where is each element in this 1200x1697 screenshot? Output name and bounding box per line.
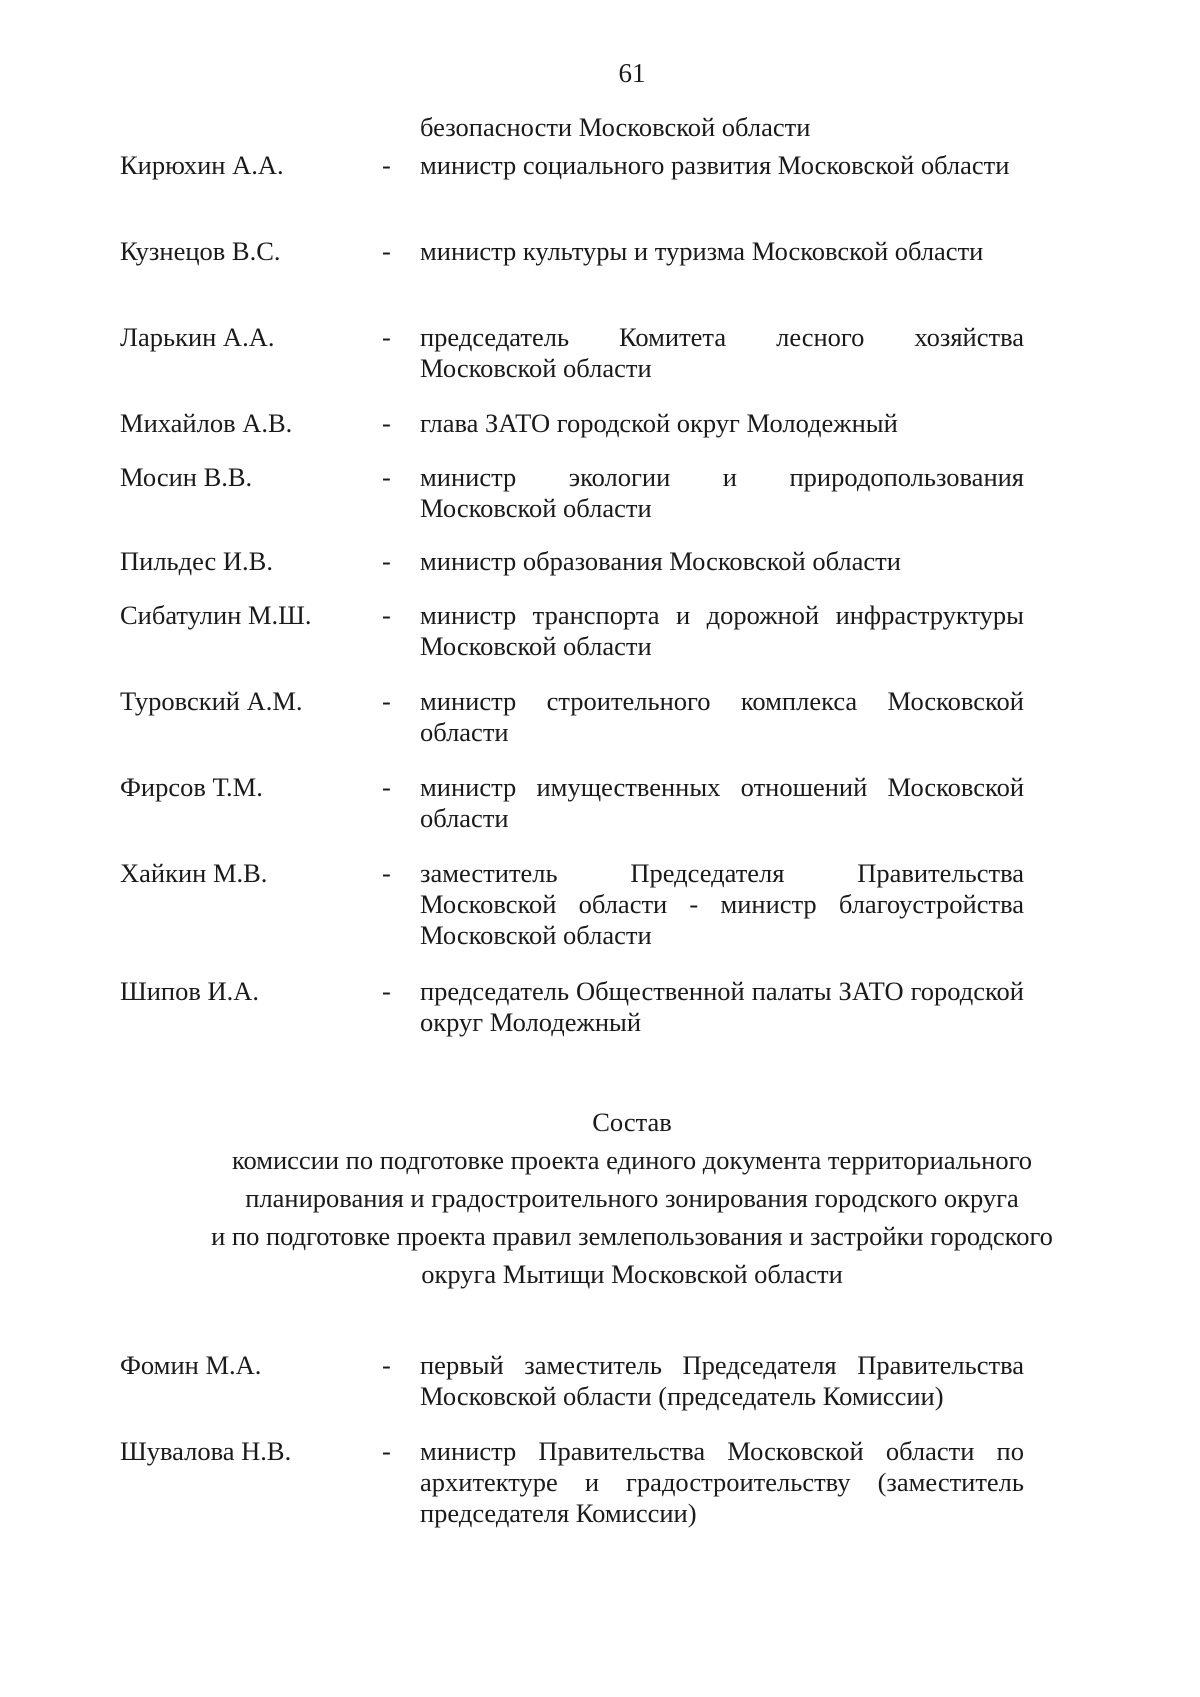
member-role: министр культуры и туризма Московской области	[420, 236, 984, 266]
section-subtitle-line: планирования и градостроительного зонирования городского округа	[245, 1183, 1019, 1213]
member-name: Кузнецов В.С.	[120, 236, 281, 266]
member-name: Фирсов Т.М.	[120, 772, 263, 802]
member-name: Фомин М.А.	[120, 1350, 262, 1380]
member-role: глава ЗАТО городской округ Молодежный	[420, 408, 898, 438]
member-dash: -	[382, 858, 391, 888]
member-dash: -	[382, 546, 391, 576]
member-role: председатель Общественной палаты ЗАТО городской округ Молодежный	[420, 976, 1024, 1037]
member-role: первый заместитель Председателя Правительства Московской области (председатель Комиссии)	[420, 1350, 1024, 1411]
continuation-text: безопасности Московской области	[420, 112, 811, 142]
member-name: Хайкин М.В.	[120, 858, 268, 888]
member-name: Шувалова Н.В.	[120, 1436, 292, 1466]
member-dash: -	[382, 772, 391, 802]
member-role: министр экологии и природопользования Московской области	[420, 462, 1024, 523]
section-title: Состав	[592, 1107, 672, 1137]
page-number: 61	[618, 58, 646, 88]
member-dash: -	[382, 322, 391, 352]
member-name: Шипов И.А.	[120, 976, 260, 1006]
member-name: Туровский А.М.	[120, 686, 303, 716]
member-role: министр транспорта и дорожной инфраструктуры Московской области	[420, 600, 1024, 661]
member-role: председатель Комитета лесного хозяйства Московской области	[420, 322, 1024, 383]
member-name: Пильдес И.В.	[120, 546, 273, 576]
member-role: министр образования Московской области	[420, 546, 901, 576]
member-dash: -	[382, 1436, 391, 1466]
member-dash: -	[382, 1350, 391, 1380]
member-role: министр имущественных отношений Московской области	[420, 772, 1024, 833]
section-subtitle-line: комиссии по подготовке проекта единого документа территориального	[231, 1145, 1033, 1175]
member-dash: -	[382, 462, 391, 492]
member-dash: -	[382, 408, 391, 438]
member-role: министр строительного комплекса Московской области	[420, 686, 1024, 747]
member-role: министр Правительства Московской области по архитектуре и градостроительству (заместитель председателя Комиссии)	[420, 1436, 1024, 1528]
member-name: Мосин В.В.	[120, 462, 253, 492]
member-dash: -	[382, 600, 391, 630]
member-name: Ларькин А.А.	[120, 322, 275, 352]
member-dash: -	[382, 976, 391, 1006]
member-dash: -	[382, 150, 391, 180]
member-dash: -	[382, 686, 391, 716]
section-subtitle-line: округа Мытищи Московской области	[421, 1259, 843, 1289]
member-name: Кирюхин А.А.	[120, 150, 284, 180]
member-name: Михайлов А.В.	[120, 408, 293, 438]
member-role: заместитель Председателя Правительства Московской области - министр благоустройства Московской области	[420, 858, 1024, 950]
member-dash: -	[382, 236, 391, 266]
member-role: министр социального развития Московской области	[420, 150, 1010, 180]
section-subtitle-line: и по подготовке проекта правил землепользования и застройки городского	[211, 1221, 1053, 1251]
member-name: Сибатулин М.Ш.	[120, 600, 312, 630]
